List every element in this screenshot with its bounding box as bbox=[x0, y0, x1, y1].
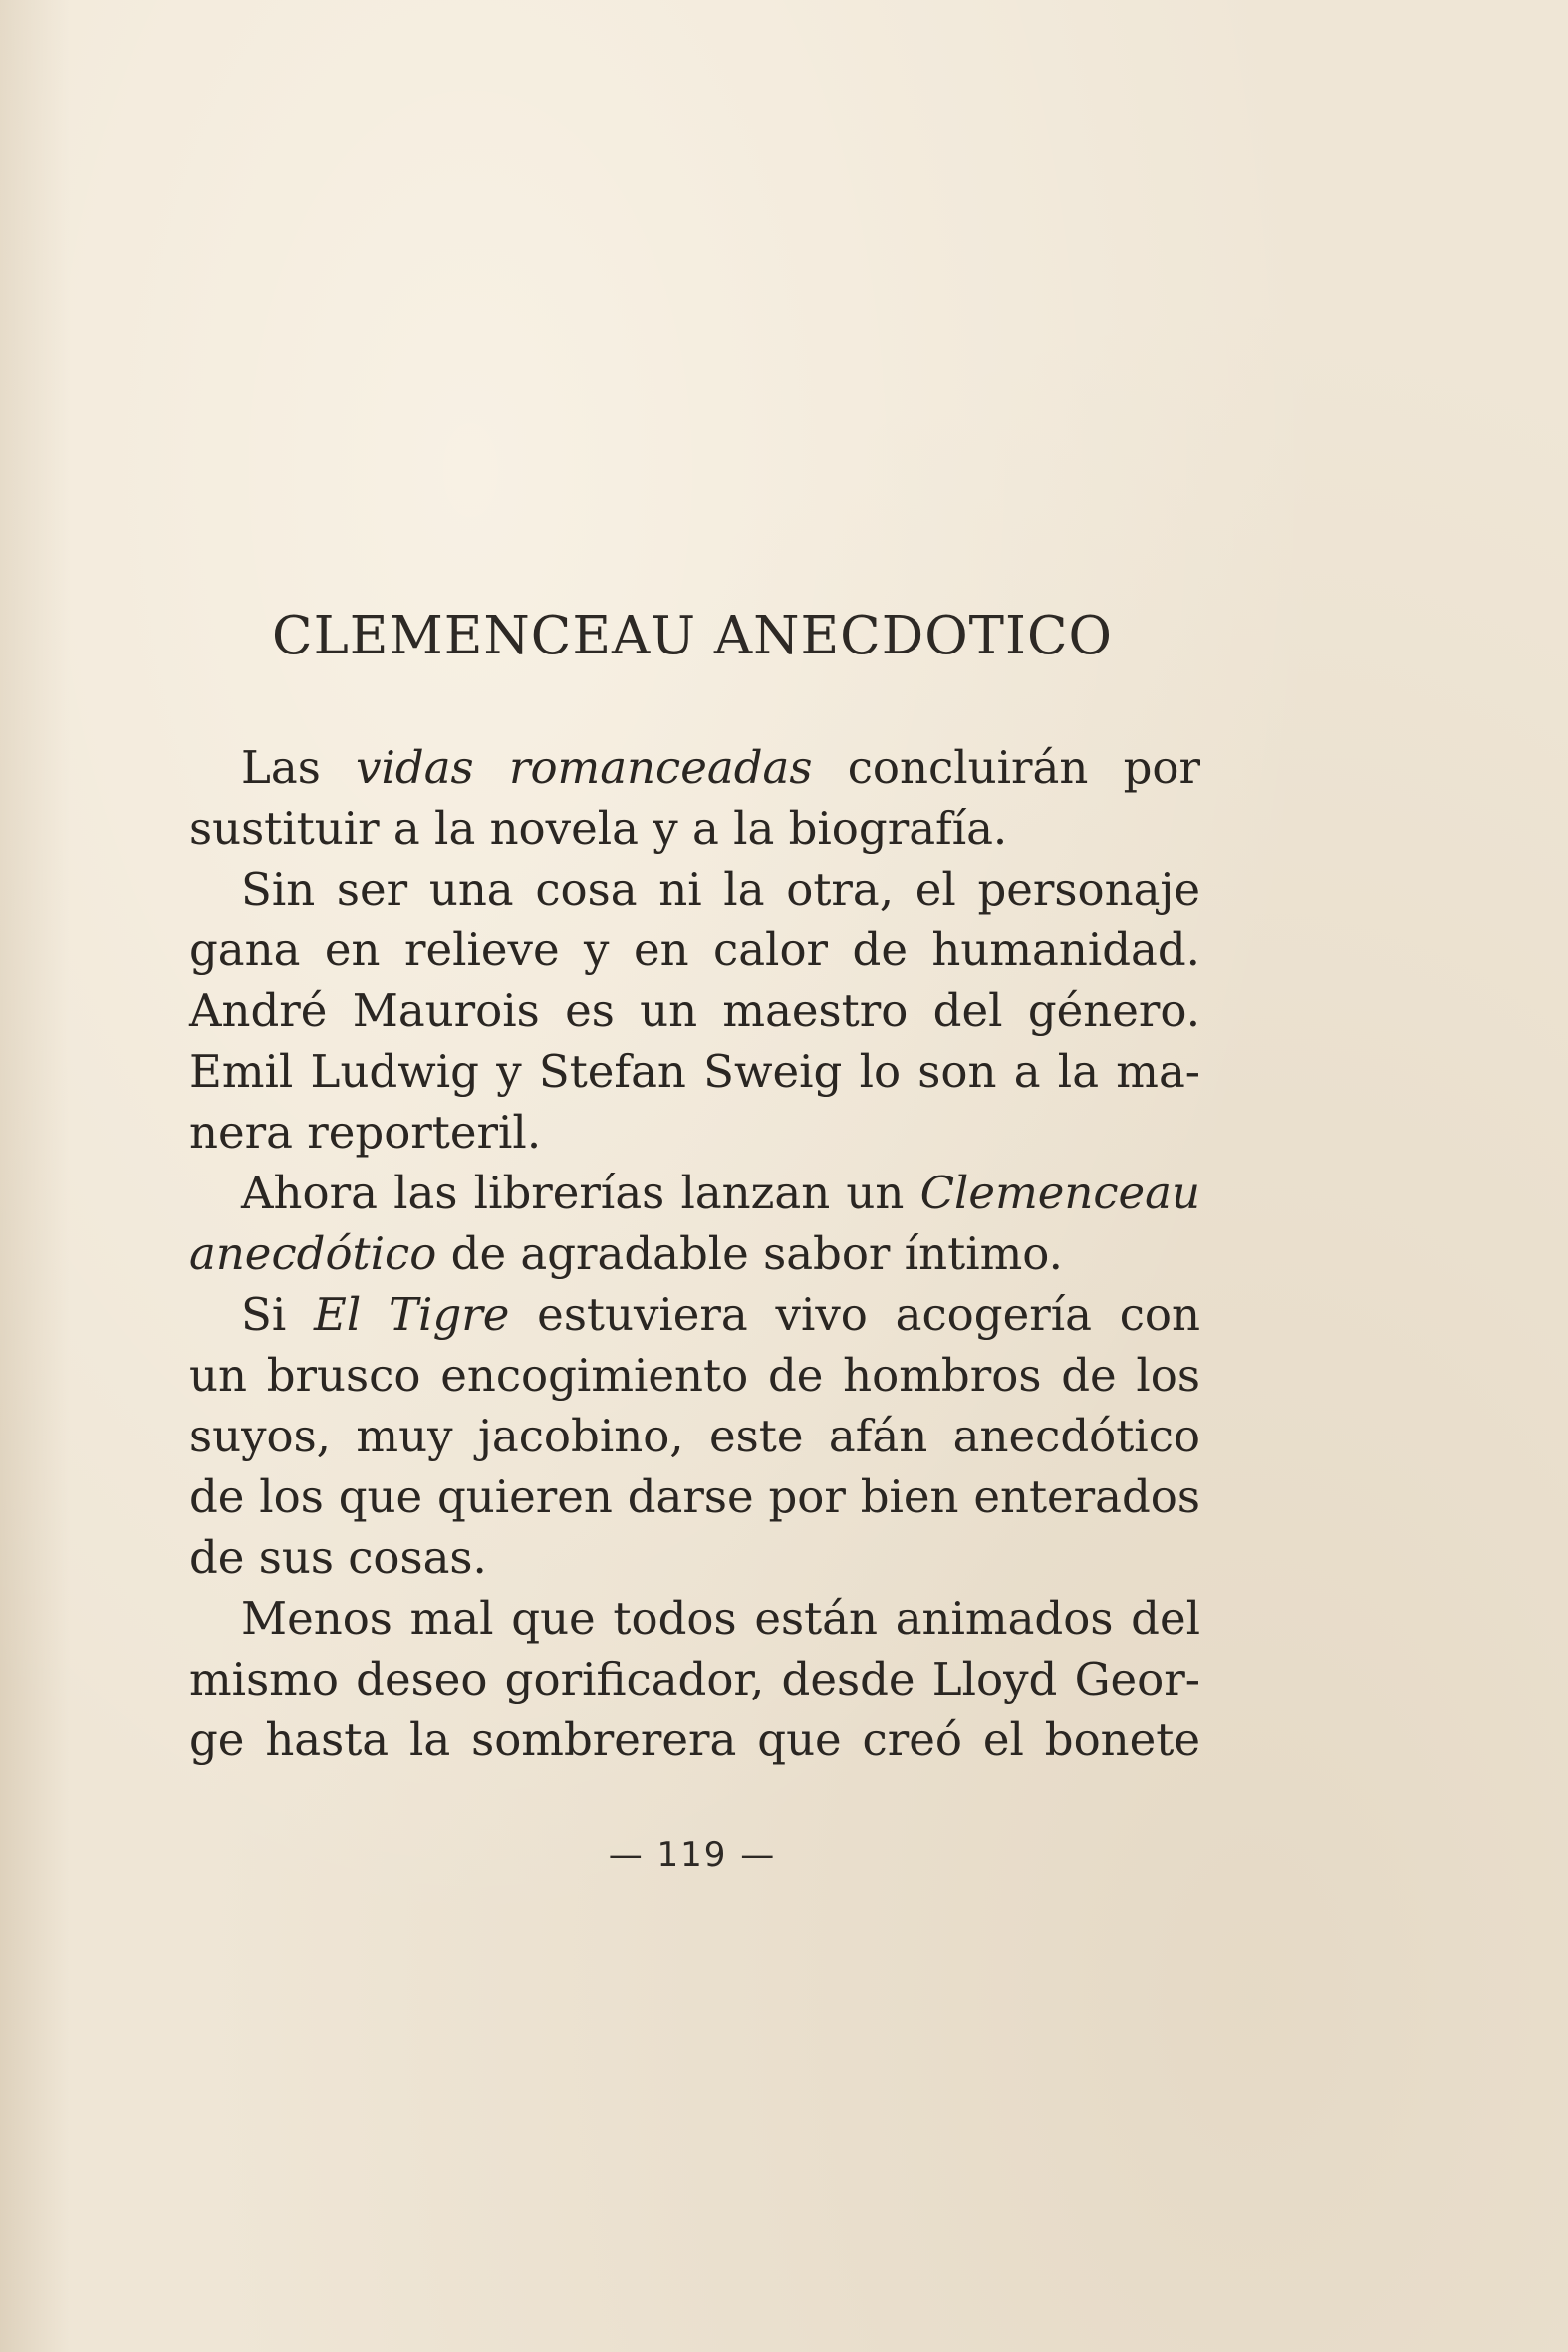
italic-text: Clemenceau bbox=[919, 1167, 1200, 1219]
text-line bbox=[189, 1709, 1200, 1770]
text-line bbox=[189, 1406, 1200, 1466]
text-line bbox=[189, 1649, 1200, 1709]
text-line bbox=[189, 1284, 1200, 1345]
text-segment: Emil Ludwig y Stefan Sweig lo son a la ma- bbox=[189, 1045, 1200, 1098]
text-segment: Si bbox=[241, 1288, 315, 1341]
italic-text: anecdótico bbox=[189, 1227, 437, 1280]
chapter-title: CLEMENCEAU ANECDOTICO bbox=[272, 606, 1113, 666]
text-line bbox=[189, 1466, 1200, 1527]
text-segment: gana en relieve y en calor de humanidad. bbox=[189, 923, 1200, 976]
text-line bbox=[189, 1527, 1200, 1588]
italic-text: El Tigre bbox=[314, 1288, 510, 1341]
text-segment: sustituir a la novela y a la biografía. bbox=[189, 802, 1008, 855]
text-segment: ge hasta la sombrerera que creó el bonete bbox=[189, 1713, 1200, 1766]
text-line bbox=[189, 980, 1200, 1041]
page-number: — 119 — bbox=[608, 1835, 777, 1875]
text-segment: concluirán por bbox=[812, 741, 1201, 794]
text-line bbox=[189, 859, 1200, 919]
text-segment: de agradable sabor íntimo. bbox=[436, 1227, 1063, 1280]
text-line bbox=[189, 1102, 1200, 1163]
text-segment: estuviera vivo acogería con bbox=[509, 1288, 1201, 1341]
text-line bbox=[189, 737, 1200, 798]
text-segment: de los que quieren darse por bien enterados bbox=[189, 1470, 1200, 1523]
text-segment: de sus cosas. bbox=[189, 1531, 487, 1584]
text-segment: André Maurois es un maestro del género. bbox=[189, 984, 1200, 1037]
text-segment: Sin ser una cosa ni la otra, el personaje bbox=[241, 863, 1200, 915]
text-line bbox=[189, 1223, 1200, 1284]
text-segment: mismo deseo gorificador, desde Lloyd Geor- bbox=[189, 1653, 1200, 1705]
text-line bbox=[189, 1588, 1200, 1649]
text-line bbox=[189, 798, 1200, 859]
italic-text: vidas romanceadas bbox=[356, 741, 813, 794]
text-segment: Menos mal que todos están animados del bbox=[241, 1592, 1200, 1645]
text-segment: Ahora las librerías lanzan un bbox=[241, 1167, 920, 1219]
text-segment: Las bbox=[241, 741, 357, 794]
text-segment: suyos, muy jacobino, este afán anecdótico bbox=[189, 1410, 1200, 1462]
text-line bbox=[189, 919, 1200, 980]
text-line bbox=[189, 1163, 1200, 1223]
body-text bbox=[189, 737, 1200, 1770]
text-line bbox=[189, 1345, 1200, 1406]
text-segment: nera reporteril. bbox=[189, 1106, 542, 1159]
text-line bbox=[189, 1041, 1200, 1102]
text-segment: un brusco encogimiento de hombros de los bbox=[189, 1349, 1200, 1402]
